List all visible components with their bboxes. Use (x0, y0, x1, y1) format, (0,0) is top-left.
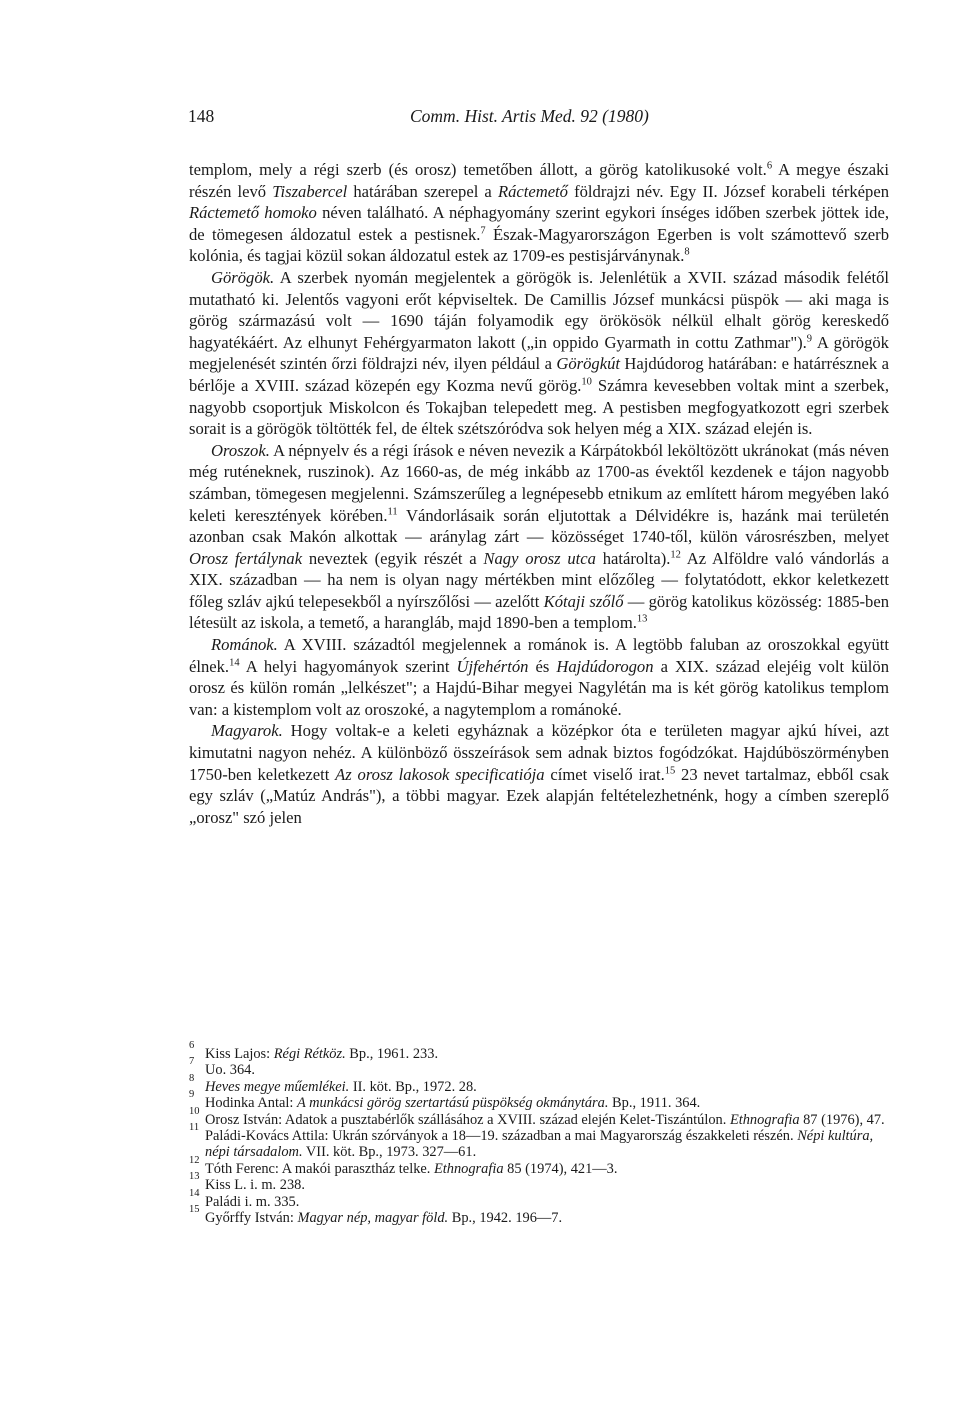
footnote: 10 Orosz István: Adatok a pusztabérlők szállásához a XVIII. század elején Kelet-Tiszántúlon. Ethnografia 87 (1976), 47. (189, 1105, 885, 1128)
text-run: templom, mely a régi szerb (és orosz) temetőben állott, a görög katolikusoké volt. (189, 160, 767, 179)
italic-text: Népi kultúra, népi társadalom. (205, 1128, 874, 1161)
text-run: Paládi-Kovács Attila: Ukrán szórványok a 18—19. században a mai Magyarország északkeleti részén. (205, 1128, 798, 1145)
footnote-ref: 11 (387, 505, 398, 517)
text-run: neveztek (egyik részét a (302, 548, 484, 568)
footnote-ref: 8 (684, 246, 690, 258)
footnote: 6 Kiss Lajos: Régi Rétköz. Bp., 1961. 233. (189, 1040, 439, 1062)
footnote: 13 Kiss L. i. m. 238. (189, 1171, 305, 1194)
text-run: A szerbek nyomán megjelentek a görögök is. Jelenlétük a XVII. század második felétől mutatható ki. Jelentős vagyoni erőt képviseltek. De Camillis József munkácsi püspök — aki maga is görög származású volt — 1690 táján folyamodik egy örökösök nélkül elhalt görög kereskedő hagyatékáért. Az elhunyt Fehérgyarmaton lakott („in oppido Gyarmath in cottu Zathmar"). (189, 267, 889, 352)
text-run: Az Alföldre való vándorlás a XIX. században — ha nem is olyan nagy mértékben mint előzőleg — folytatódott, ekkor keletkezett főleg szláv ajkú telepesekből a nyírszőlősi — azelőtt (189, 548, 889, 611)
text-run: Tóth Ferenc: A makói parasztház telke. (205, 1160, 434, 1177)
footnote-ref: 7 (480, 225, 486, 237)
text-run: földrajzi név. Egy II. József korabeli térképen (567, 181, 889, 201)
footnote: 12 Tóth Ferenc: A makói parasztház telke. Ethnografia 85 (1974), 421—3. (189, 1154, 618, 1177)
text-run: Kiss L. i. m. 238. (205, 1177, 305, 1194)
footnote: 14 Paládi i. m. 335. (189, 1187, 300, 1210)
text-run: és (528, 656, 557, 676)
text-run: II. köt. Bp., 1972. 28. (349, 1078, 477, 1095)
footnote: 7 Uo. 364. (189, 1056, 255, 1079)
footnote-ref: 14 (229, 657, 240, 669)
italic-text: Ráctemető (497, 181, 568, 201)
italic-text: Magyarok. (211, 721, 283, 741)
text-run: Hogy voltak-e a keleti egyháznak a középkor óta e területen magyar ajkú hívei, azt kimutatni nagyon nehéz. A különböző összeírások sem adnak biztos fogódzókat. Hajdúböszörményben 1750-ben keletkezett (189, 721, 889, 784)
footnote-ref: 13 (636, 613, 648, 625)
footnote: 15 Győrffy István: Magyar nép, magyar föld. Bp., 1942. 196—7. (189, 1204, 563, 1227)
text-run: VII. köt. Bp., 1973. 327—61. (302, 1144, 477, 1161)
text-run: Számra kevesebben voltak mint a szerbek, nagyobb csoportjuk Miskolcon és Tokajban telepedett meg. A pestisben megfogyatkozott egri szerbek sorait is a görögök töltötték fel, de éltek szétszóródva sok helyen még a XIX. század elején is. (189, 375, 889, 439)
text-run: a XIX. század elejéig volt külön orosz és külön román „lelkészet"; a Hajdú-Bihar megyei Nagylétán ma is két görög katolikus templom van: a kistemplom volt az oroszoké, a nagytemplom a románoké. (189, 656, 889, 719)
paragraph (189, 440, 889, 634)
italic-text: Ethnografia (729, 1111, 800, 1128)
page-number: 148 (188, 106, 215, 126)
italic-text: Heves megye műemlékei. (205, 1078, 350, 1095)
footnote: 11 Paládi-Kovács Attila: Ukrán szórványok a 18—19. században a mai Magyarország északkeleti részén. Népi kultúra, népi társadalom. VII. köt. Bp., 1973. 327—61. (189, 1122, 874, 1161)
footnote-ref: 15 (664, 765, 676, 777)
paragraph (189, 159, 889, 267)
footnote-ref: 12 (670, 549, 681, 561)
italic-text: Kótaji szőlő (543, 591, 624, 611)
footnote: 9 Hodinka Antal: A munkácsi görög szertartású püspökség okmánytára. Bp., 1911. 364. (189, 1089, 701, 1112)
text-run: — görög katolikus közösség: 1885-ben létesült az iskola, a temető, a harangláb, majd 1890-ben a templom. (189, 591, 889, 633)
text-run: címet viselő irat. (544, 764, 665, 784)
italic-text: Orosz fertálynak (189, 548, 303, 568)
italic-text: Újfehértón (456, 656, 529, 676)
italic-text: Tiszabercel (272, 181, 348, 201)
article-body (189, 159, 889, 828)
text-run: 85 (1974), 421—3. (503, 1160, 618, 1177)
text-run: néven található. A néphagyomány szerint egykori ínséges időben szerbek jöttek ide, de tömegesen áldozatul estek a pestisnek. (189, 203, 889, 244)
italic-text: Régi Rétköz. (273, 1046, 346, 1062)
text-run: Hodinka Antal: (205, 1095, 297, 1112)
footnotes (189, 1040, 889, 1227)
text-run: A görögök megjelenését szintén őrzi földrajzi név, ilyen például a (189, 332, 889, 374)
footnote-ref: 9 (806, 333, 813, 345)
italic-text: Görögkút (556, 354, 620, 374)
italic-text: Magyar nép, magyar föld. (297, 1210, 449, 1227)
italic-text: Görögök. (211, 267, 275, 287)
italic-text: A munkácsi görög szertartású püspökség okmánytára. (296, 1095, 609, 1112)
italic-text: Nagy orosz utca (483, 548, 596, 568)
journal-citation: Comm. Hist. Artis Med. 92 (1980) (410, 106, 649, 126)
text-run: Vándorlásaik során eljutottak a Délvidékre is, hazánk mai területén azonban csak Makón alkottak — aránylag zárt — közösséget 1740-től, külön városrészben, melyet (189, 505, 889, 547)
footnote-ref: 10 (581, 376, 592, 388)
text-run: Bp., 1942. 196—7. (448, 1210, 563, 1227)
text-run: Bp., 1911. 364. (608, 1095, 701, 1112)
text-run: 87 (1976), 47. (799, 1111, 885, 1128)
paragraph (189, 634, 889, 720)
text-run: Bp., 1961. 233. (345, 1046, 439, 1062)
italic-text: Románok. (211, 635, 278, 655)
italic-text: Az orosz lakosok specificatiója (335, 764, 545, 784)
text-run: Hajdúdorog határában: e határrésznek a bérlője a XVIII. század közepén egy Kozma nevű görög. (189, 354, 889, 395)
text-run: Észak-Magyarországon Egerben is volt számottevő szerb kolónia, és tagjai közül sokan áldozatul estek az 1709-es pestisjárványnak. (189, 224, 889, 266)
text-run: Orosz István: Adatok a pusztabérlők szállásához a XVIII. század elején Kelet-Tiszántúlon. (205, 1111, 730, 1128)
footnote-ref: 6 (766, 160, 773, 172)
italic-text: Hajdúdorogon (556, 656, 654, 676)
text-run: Uo. 364. (205, 1062, 255, 1079)
text-run: Győrffy István: (205, 1210, 298, 1227)
text-run: határolta). (595, 548, 671, 568)
footnote: 8 Heves megye műemlékei. II. köt. Bp., 1972. 28. (189, 1072, 477, 1095)
text-run: 23 nevet tartalmaz, ebből csak egy szláv („Matúz András"), a többi magyar. Ezek alapján feltételezhetnénk, hogy a címben szereplő „orosz" szó jelen (189, 764, 889, 827)
text-run: A helyi hagyományok szerint (239, 656, 457, 676)
page-header (188, 103, 888, 129)
text-run: Kiss Lajos: (205, 1046, 274, 1062)
text-run: A megye északi részén levő (189, 160, 889, 201)
italic-text: Ethnografia (433, 1160, 504, 1177)
italic-text: Oroszok. (211, 440, 270, 460)
text-run: határában szerepel a (347, 181, 498, 201)
italic-text: Ráctemető homoko (189, 203, 317, 223)
paragraph (189, 720, 889, 828)
text-run: Paládi i. m. 335. (205, 1193, 300, 1210)
text-run: A népnyelv és a régi írások e néven nevezik a Kárpátokból leköltözött ukránokat (más néven még ruténeknek, ruszinok). Az 1660-as, de még inkább az 1700-as évektől kezdenek e tájon nagyobb számban, tömegesen megjelenni. Számszerűleg a legnépesebb etnikum az említett három megyében lakó keleti keresztények körében. (189, 440, 889, 525)
paragraph (189, 267, 889, 440)
text-run: A XVIII. századtól megjelennek a románok is. A legtöbb faluban az oroszokkal együtt élnek. (189, 635, 889, 676)
